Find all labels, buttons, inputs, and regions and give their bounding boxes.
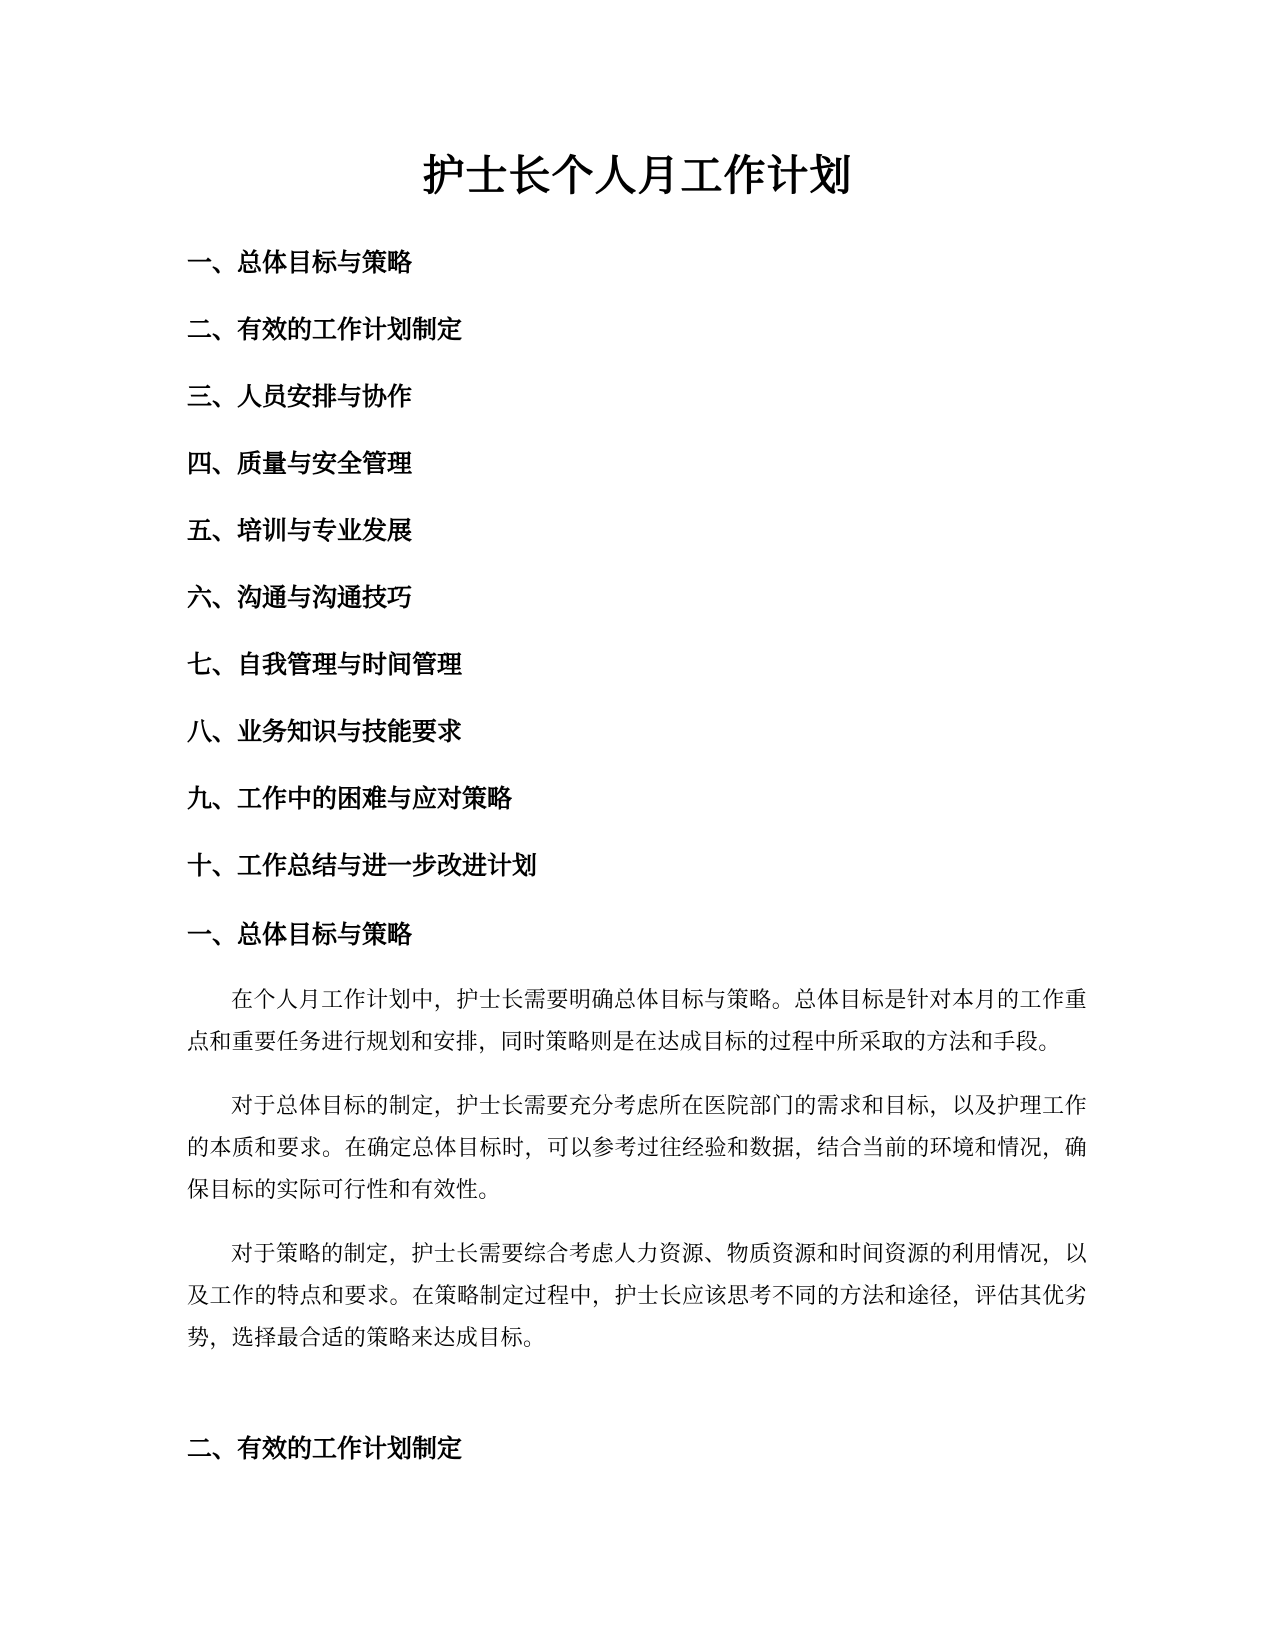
toc-item: 十、工作总结与进一步改进计划 bbox=[187, 851, 538, 880]
toc-item: 六、沟通与沟通技巧 bbox=[187, 583, 413, 612]
toc-item: 四、质量与安全管理 bbox=[187, 449, 413, 478]
toc-item: 五、培训与专业发展 bbox=[187, 516, 413, 545]
section-work-plan bbox=[187, 1432, 1087, 1466]
toc-item: 七、自我管理与时间管理 bbox=[187, 650, 463, 679]
section-heading: 一、总体目标与策略 bbox=[187, 920, 413, 949]
toc-item: 三、人员安排与协作 bbox=[187, 382, 413, 411]
toc-item: 八、业务知识与技能要求 bbox=[187, 717, 463, 746]
paragraph: 对于总体目标的制定，护士长需要充分考虑所在医院部门的需求和目标，以及护理工作的本质和要求。在确定总体目标时，可以参考过往经验和数据，结合当前的环境和情况，确保目标的实际可行性和有效性。 bbox=[187, 1094, 1087, 1203]
section-overall-goals bbox=[187, 918, 1087, 1360]
paragraph: 在个人月工作计划中，护士长需要明确总体目标与策略。总体目标是针对本月的工作重点和重要任务进行规划和安排，同时策略则是在达成目标的过程中所采取的方法和手段。 bbox=[187, 988, 1087, 1055]
toc-item: 九、工作中的困难与应对策略 bbox=[187, 784, 513, 813]
toc-item: 一、总体目标与策略 bbox=[187, 248, 413, 277]
paragraph: 对于策略的制定，护士长需要综合考虑人力资源、物质资源和时间资源的利用情况，以及工作的特点和要求。在策略制定过程中，护士长应该思考不同的方法和途径，评估其优劣势，选择最合适的策略来达成目标。 bbox=[187, 1242, 1087, 1351]
document-title: 护士长个人月工作计划 bbox=[422, 151, 853, 200]
section-heading: 二、有效的工作计划制定 bbox=[187, 1434, 463, 1463]
toc-item: 二、有效的工作计划制定 bbox=[187, 315, 463, 344]
table-of-contents bbox=[187, 246, 1087, 916]
